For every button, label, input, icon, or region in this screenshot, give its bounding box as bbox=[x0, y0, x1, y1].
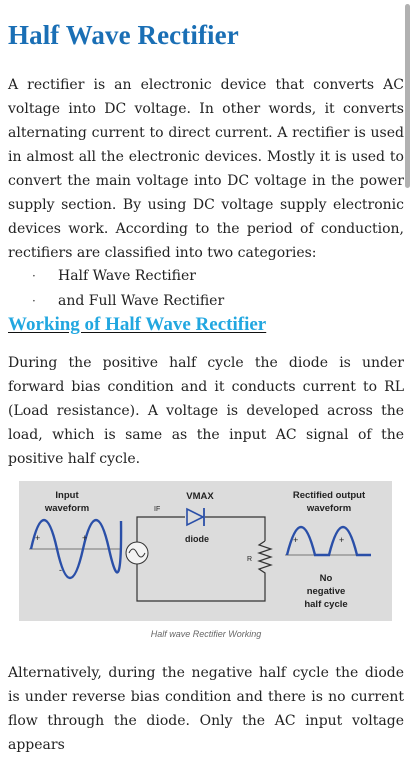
scrollbar-thumb[interactable] bbox=[405, 4, 410, 188]
output-rectified-wave bbox=[287, 527, 371, 555]
list-item: · Half Wave Rectifier bbox=[8, 264, 224, 289]
wire-top-left bbox=[137, 517, 185, 542]
figure-caption: Half wave Rectifier Working bbox=[150, 629, 262, 639]
no-negative-label-3: half cycle bbox=[304, 599, 348, 610]
current-label: IF bbox=[154, 506, 161, 513]
rectifier-circuit-svg bbox=[19, 481, 392, 621]
section-heading-link[interactable]: Working of Half Wave Rectifier bbox=[8, 314, 267, 335]
list-item: · and Full Wave Rectifier bbox=[8, 289, 224, 314]
plus-sign: + bbox=[35, 533, 41, 543]
resistor-icon bbox=[259, 541, 271, 577]
input-label-2: waveform bbox=[44, 503, 90, 514]
negative-cycle-paragraph: Alternatively, during the negative half cycle the diode is under reverse bias condition and there is no current flow through the diode. Only the AC input voltage appears bbox=[8, 665, 404, 753]
scrollbar[interactable] bbox=[405, 0, 410, 732]
category-list bbox=[8, 264, 224, 314]
page-title: Half Wave Rectifier bbox=[8, 20, 239, 50]
minus-sign: - bbox=[59, 565, 62, 575]
diode-label: diode bbox=[185, 534, 209, 544]
vmax-label: VMAX bbox=[186, 491, 214, 502]
positive-cycle-paragraph: During the positive half cycle the diode is under forward bias condition and it conducts current to RL (Load resistance). A voltage is developed across the load, which is same as the input AC signal of the positive half cycle. bbox=[8, 355, 404, 467]
diode-icon bbox=[187, 509, 203, 525]
no-negative-label-2: negative bbox=[306, 586, 346, 597]
no-negative-label-1: No bbox=[319, 573, 333, 584]
output-label-2: waveform bbox=[306, 503, 352, 514]
wire-bottom bbox=[137, 564, 265, 601]
plus-sign: + bbox=[293, 535, 299, 545]
intro-paragraph: A rectifier is an electronic device that converts AC voltage into DC voltage. In other words, it converts alternating current to direct current. A rectifier is used in almost all the electronic devices. Mostly it is used to convert the main voltage into DC voltage in the power supply section. By using DC voltage supply electronic devices work. According to the period of conduction, rectifiers are classified into two categories: bbox=[8, 77, 404, 261]
rectifier-diagram bbox=[19, 481, 392, 621]
resistor-label: R bbox=[247, 556, 253, 563]
input-label-1: Input bbox=[55, 490, 79, 501]
output-label-1: Rectified output bbox=[292, 490, 366, 501]
wire-top-right bbox=[205, 517, 265, 541]
plus-sign: + bbox=[339, 535, 345, 545]
plus-sign: + bbox=[82, 533, 88, 543]
